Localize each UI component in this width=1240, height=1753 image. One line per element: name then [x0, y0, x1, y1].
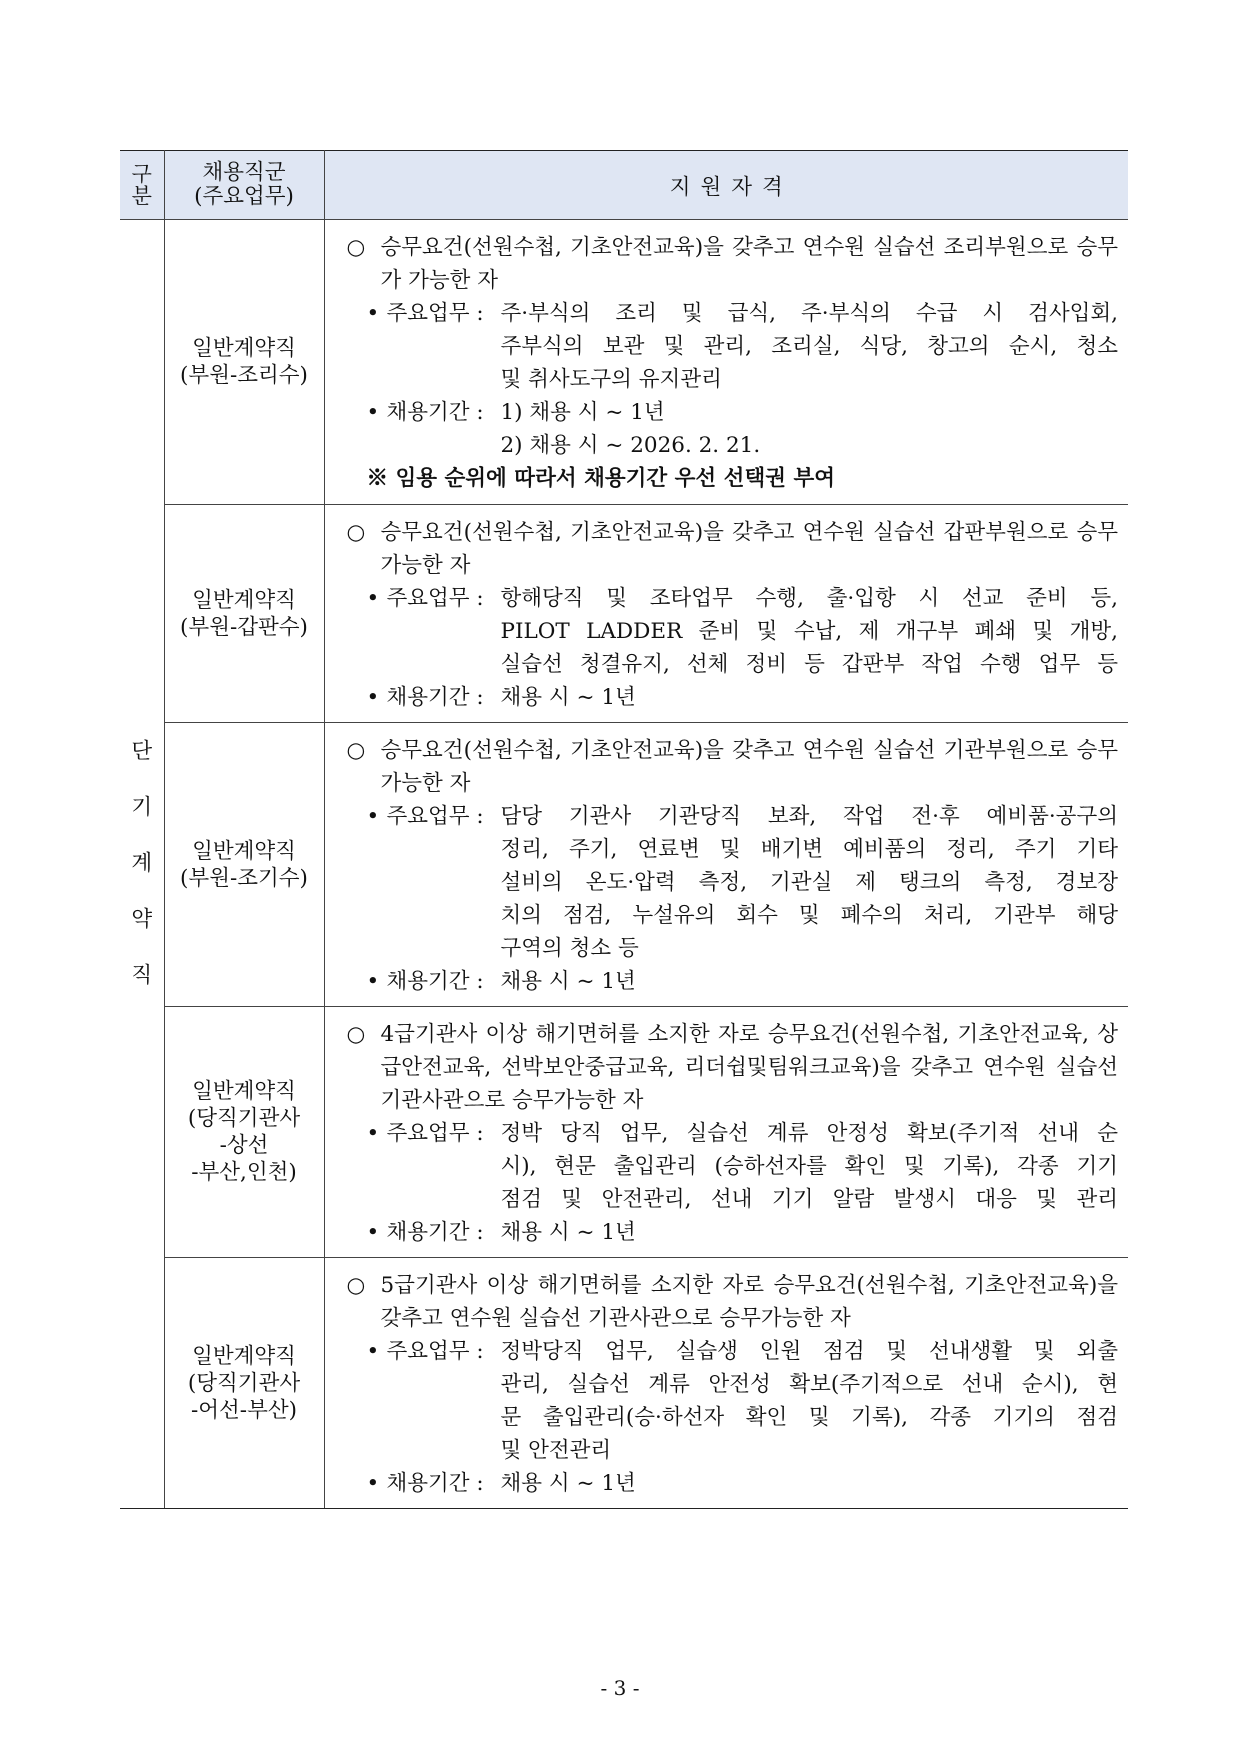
- period-label: 채용기간 :: [386, 1220, 484, 1245]
- bullet-dot-icon: •: [366, 969, 380, 994]
- requirement: [347, 1018, 1119, 1117]
- requirement-text: 승무요건(선원수첩, 기초안전교육)을 갖추고 연수원 실습선 갑판부원으로 승무가능한 자: [380, 520, 1118, 578]
- duties-line: 관리, 실습선 계류 안전성 확보(주기적으로 선내 순시), 현: [500, 1372, 1118, 1397]
- requirement: [347, 734, 1119, 800]
- bullet-dot-icon: •: [366, 804, 380, 829]
- bullet-dot-icon: •: [366, 1339, 380, 1364]
- bullet-dot-icon: •: [366, 1121, 380, 1146]
- bullet-dot-icon: •: [366, 586, 380, 611]
- duties-label: 주요업무 :: [386, 804, 484, 829]
- duties-line: 실습선 청결유지, 선체 정비 등 갑판부 작업 수행 업무 등: [500, 652, 1118, 677]
- job-cell: [164, 1258, 324, 1509]
- qualification-cell: [324, 723, 1128, 1007]
- duties-line: PILOT LADDER 준비 및 수납, 제 개구부 폐쇄 및 개방,: [500, 619, 1118, 644]
- period-label: 채용기간 :: [386, 400, 484, 425]
- duties-line: 주·부식의 조리 및 급식, 주·부식의 수급 시 검사입회,: [500, 301, 1118, 326]
- qualification-cell: [324, 505, 1128, 723]
- requirement: [347, 516, 1119, 582]
- circle-bullet-icon: ○: [346, 235, 366, 260]
- header-category: [120, 151, 164, 220]
- requirement: [347, 231, 1119, 297]
- period-line: 2) 채용 시 ~ 2026. 2. 21.: [500, 433, 761, 458]
- recruitment-qualification-table: [120, 150, 1128, 1509]
- duties-line: 문 출입관리(승·하선자 확인 및 기록), 각종 기기의 점검: [500, 1405, 1118, 1430]
- job-line: 일반계약직: [192, 838, 296, 864]
- period-label: 채용기간 :: [386, 1471, 484, 1496]
- job-line: 일반계약직: [192, 336, 296, 361]
- category-char: 기: [131, 795, 153, 820]
- job-cell: [164, 723, 324, 1007]
- header-qualification: [324, 151, 1128, 220]
- period-line: 채용 시 ~ 1년: [500, 969, 636, 994]
- header-row: [120, 151, 1128, 220]
- duties-line: 점검 및 안전관리, 선내 기기 알람 발생시 대응 및 관리: [500, 1187, 1118, 1212]
- job-line: (부원-조기수): [180, 865, 308, 891]
- duties-label: 주요업무 :: [386, 301, 484, 326]
- requirement: [347, 1269, 1119, 1335]
- period-item: [367, 396, 1119, 462]
- table-row: [120, 220, 1128, 505]
- duties-line: 시), 현문 출입관리 (승하선자를 확인 및 기록), 각종 기기: [500, 1154, 1118, 1179]
- requirement-text: 4급기관사 이상 해기면허를 소지한 자로 승무요건(선원수첩, 기초안전교육, 상급안전교육, 선박보안중급교육, 리더쉽및팀워크교육)을 갖추고 연수원 실습선 기관사관으로 승무가능한 자: [380, 1022, 1118, 1113]
- bullet-dot-icon: •: [366, 685, 380, 710]
- header-category-char: 분: [131, 184, 152, 208]
- duties-line: 치의 점검, 누설유의 회수 및 폐수의 처리, 기관부 해당: [500, 903, 1118, 928]
- page-number: - 3 -: [600, 1676, 640, 1700]
- duties-label: 주요업무 :: [386, 586, 484, 611]
- duties-line: 정박당직 업무, 실습생 인원 점검 및 선내생활 및 외출: [500, 1339, 1118, 1364]
- job-line: 일반계약직: [192, 587, 296, 613]
- period-line: 채용 시 ~ 1년: [500, 1471, 636, 1496]
- category-char: 계: [131, 851, 153, 876]
- header-qualification-text: 지원자격: [669, 174, 793, 200]
- period-item: [367, 1216, 1119, 1249]
- job-line: -부산,인천): [191, 1160, 297, 1185]
- duties-line: 구역의 청소 등: [500, 936, 639, 961]
- duties-line: 및 취사도구의 유지관리: [500, 367, 722, 392]
- duties-item: [367, 297, 1119, 396]
- header-job-line: 채용직군: [202, 160, 286, 185]
- job-line: -상선: [219, 1133, 269, 1158]
- bullet-dot-icon: •: [366, 301, 380, 326]
- duties-line: 정박 당직 업무, 실습선 계류 안정성 확보(주기적 선내 순: [500, 1121, 1118, 1146]
- header-job: [164, 151, 324, 220]
- qualification-cell: [324, 1258, 1128, 1509]
- period-item: [367, 681, 1119, 714]
- duties-item: [367, 582, 1119, 681]
- duties-line: 및 안전관리: [500, 1438, 612, 1463]
- requirement-text: 승무요건(선원수첩, 기초안전교육)을 갖추고 연수원 실습선 기관부원으로 승무가능한 자: [380, 738, 1118, 796]
- duties-item: [367, 1335, 1119, 1467]
- circle-bullet-icon: ○: [346, 520, 366, 545]
- duties-item: [367, 1117, 1119, 1216]
- duties-label: 주요업무 :: [386, 1339, 484, 1364]
- job-line: -어선-부산): [191, 1397, 297, 1423]
- qualification-cell: [324, 1007, 1128, 1258]
- category-char: 약: [131, 907, 153, 932]
- job-line: 일반계약직: [192, 1079, 296, 1104]
- bullet-dot-icon: •: [366, 400, 380, 425]
- duties-line: 주부식의 보관 및 관리, 조리실, 식당, 창고의 순시, 청소: [500, 334, 1118, 359]
- period-line: 채용 시 ~ 1년: [500, 685, 636, 710]
- job-cell: [164, 1007, 324, 1258]
- job-cell: [164, 505, 324, 723]
- category-cell: [120, 220, 164, 1509]
- header-category-char: 구: [131, 162, 152, 186]
- qualification-cell: [324, 220, 1128, 505]
- table-row: [120, 505, 1128, 723]
- bullet-dot-icon: •: [366, 1220, 380, 1245]
- category-char: 직: [131, 963, 153, 988]
- job-line: (부원-갑판수): [180, 614, 308, 640]
- header-job-line: (주요업무): [194, 184, 294, 209]
- period-line: 1) 채용 시 ~ 1년: [500, 400, 665, 425]
- duties-line: 담당 기관사 기관당직 보좌, 작업 전·후 예비품·공구의: [500, 804, 1118, 829]
- period-label: 채용기간 :: [386, 685, 484, 710]
- circle-bullet-icon: ○: [346, 738, 366, 763]
- category-char: 단: [131, 739, 153, 764]
- requirement-text: 승무요건(선원수첩, 기초안전교육)을 갖추고 연수원 실습선 조리부원으로 승무가 가능한 자: [380, 235, 1118, 293]
- period-item: [367, 1467, 1119, 1500]
- duties-item: [367, 800, 1119, 965]
- circle-bullet-icon: ○: [346, 1022, 366, 1047]
- bullet-dot-icon: •: [366, 1471, 380, 1496]
- period-label: 채용기간 :: [386, 969, 484, 994]
- duties-line: 설비의 온도·압력 측정, 기관실 제 탱크의 측정, 경보장: [500, 870, 1118, 895]
- job-line: (당직기관사: [187, 1106, 301, 1131]
- requirement-text: 5급기관사 이상 해기면허를 소지한 자로 승무요건(선원수첩, 기초안전교육)을 갖추고 연수원 실습선 기관사관으로 승무가능한 자: [380, 1273, 1118, 1331]
- duties-line: 항해당직 및 조타업무 수행, 출·입항 시 선교 준비 등,: [500, 586, 1118, 611]
- table-row: [120, 1007, 1128, 1258]
- job-line: (부원-조리수): [180, 363, 308, 388]
- duties-label: 주요업무 :: [386, 1121, 484, 1146]
- table-row: [120, 1258, 1128, 1509]
- job-cell: [164, 220, 324, 505]
- note-text: ※ 임용 순위에 따라서 채용기간 우선 선택권 부여: [366, 466, 836, 491]
- table-row: [120, 723, 1128, 1007]
- job-line: (당직기관사: [187, 1370, 301, 1396]
- job-line: 일반계약직: [192, 1343, 296, 1369]
- duties-line: 정리, 주기, 연료변 및 배기변 예비품의 정리, 주기 기타: [500, 837, 1118, 862]
- period-item: [367, 965, 1119, 998]
- period-line: 채용 시 ~ 1년: [500, 1220, 636, 1245]
- circle-bullet-icon: ○: [346, 1273, 366, 1298]
